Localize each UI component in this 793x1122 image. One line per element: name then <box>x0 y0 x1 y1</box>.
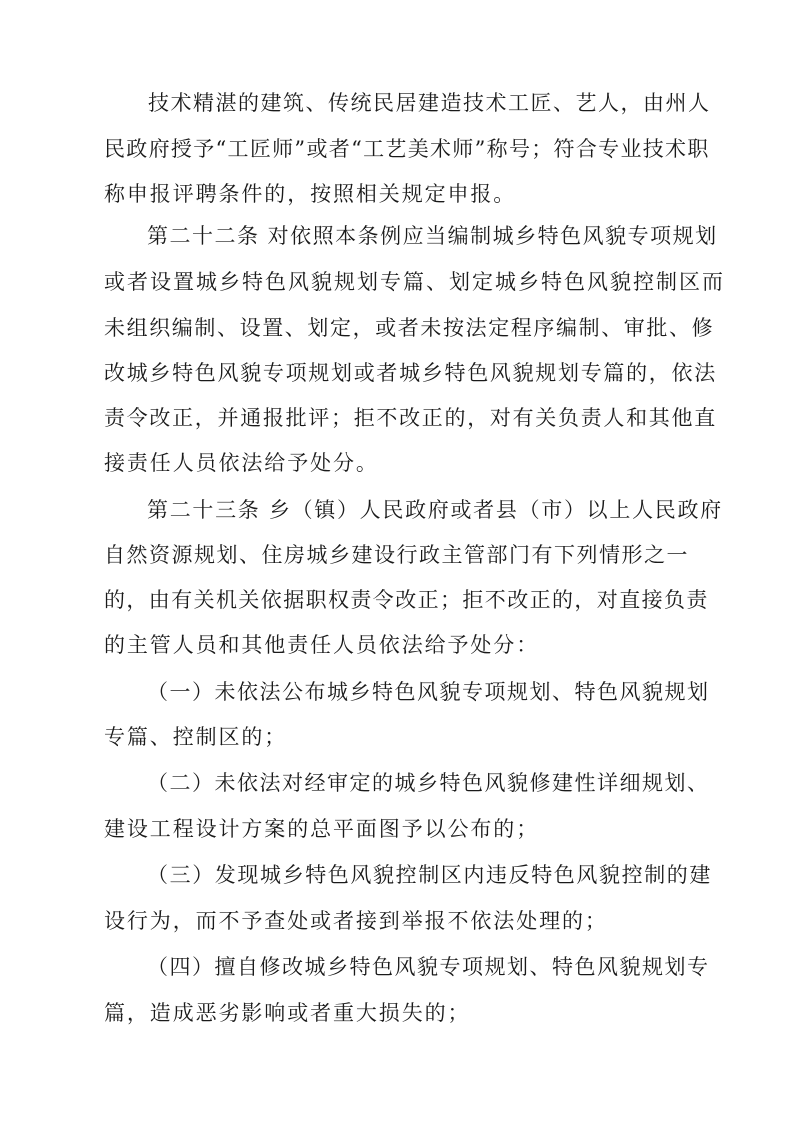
text-line: 篇，造成恶劣影响或者重大损失的； <box>104 1001 471 1025</box>
text-line: 第二十三条 乡（镇）人民政府或者县（市）以上人民政府 <box>147 498 723 522</box>
text-line: （四）擅自修改城乡特色风貌专项规划、特色风貌规划专 <box>147 955 710 979</box>
text-line: 称申报评聘条件的，按照相关规定申报。 <box>104 182 517 206</box>
text-line: 或者设置城乡特色风貌规划专篇、划定城乡特色风貌控制区而 <box>104 270 725 294</box>
text-line: 未组织编制、设置、划定，或者未按法定程序编制、审批、修 <box>104 316 715 340</box>
text-line: 专篇、控制区的； <box>104 725 288 749</box>
text-line: 建设工程设计方案的总平面图予以公布的； <box>104 817 540 841</box>
text-line: 第二十二条 对依照本条例应当编制城乡特色风貌专项规划 <box>147 224 718 248</box>
text-line: 改城乡特色风貌专项规划或者城乡特色风貌规划专篇的，依法 <box>104 361 717 385</box>
text-line: 接责任人员依法给予处分。 <box>104 451 379 475</box>
text-line: （二）未依法对经审定的城乡特色风貌修建性详细规划、 <box>147 771 710 795</box>
text-line: 的，由有关机关依据职权责令改正；拒不改正的，对直接负责 <box>104 588 709 612</box>
text-line: 设行为，而不予查处或者接到举报不依法处理的； <box>104 909 608 933</box>
text-line: 自然资源规划、住房城乡建设行政主管部门有下列情形之一 <box>104 543 689 567</box>
text-line: （三）发现城乡特色风貌控制区内违反特色风貌控制的建 <box>147 863 712 887</box>
text-line: 民政府授予“工匠师”或者“工艺美术师”称号；符合专业技术职 <box>104 137 710 161</box>
text-line: 技术精湛的建筑、传统民居建造技术工匠、艺人，由州人 <box>148 91 711 115</box>
text-line: 的主管人员和其他责任人员依法给予处分： <box>104 633 540 657</box>
text-line: （一）未依法公布城乡特色风貌专项规划、特色风貌规划 <box>147 680 710 704</box>
text-line: 责令改正，并通报批评；拒不改正的，对有关负责人和其他直 <box>104 406 717 430</box>
